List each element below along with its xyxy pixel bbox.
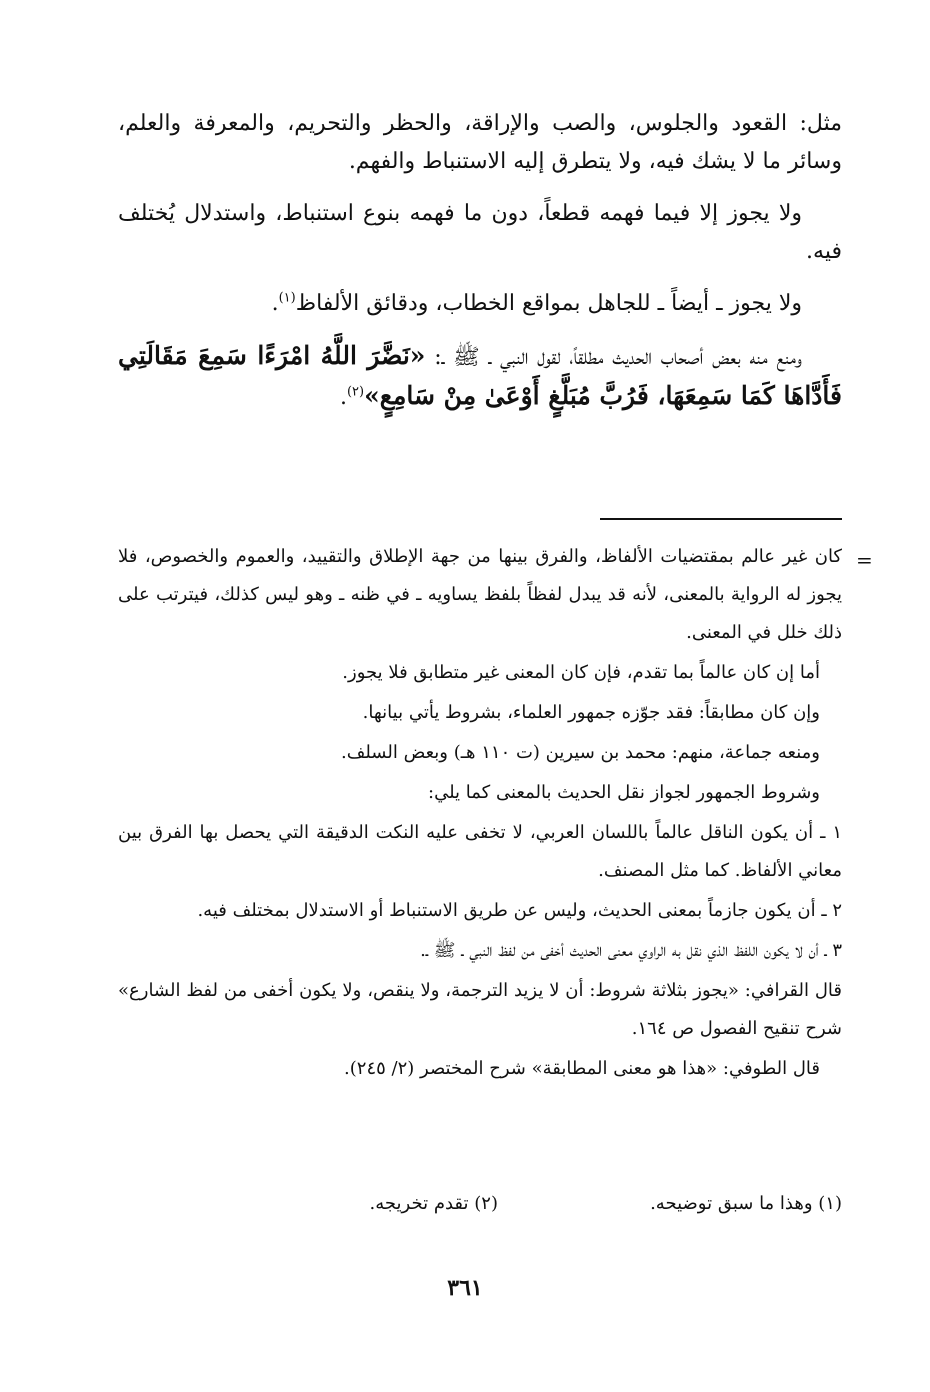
footnote-separator <box>600 518 842 520</box>
continuation-mark: = <box>856 548 873 572</box>
footnote-row <box>118 1186 842 1222</box>
note-paragraph-4: ومنعه جماعة، منهم: محمد بن سيرين (ت ١١٠ هـ) وبعض السلف. <box>340 742 820 763</box>
note-tufi-quote: قال الطوفي: «هذا هو معنى المطابقة» شرح المختصر (٢/ ٢٤٥). <box>344 1058 820 1079</box>
hadith-quote: «نَضَّرَ اللَّهُ امْرَءًا سَمِعَ مَقَالَتِي فَأَدَّاهَا كَمَا سَمِعَهَا، فَرُبَّ مُبَلَّغٍ أَوْعَىٰ مِنْ سَامِعٍ» <box>118 341 842 410</box>
footnotes-section <box>118 538 842 1090</box>
note-condition-3: ٣ ـ أن لا يكون اللفظ الذي نقل به الراوي معنى الحديث أخفى من لفظ النبي ـ ﷺ ـ. <box>420 940 842 961</box>
note-condition-1: ١ ـ أن يكون الناقل عالماً باللسان العربي، لا تخفى عليه النكت الدقيقة التي يحصل بها الفرق بين معاني الألفاظ. كما مثل المصنف. <box>118 822 842 881</box>
paragraph-1: مثل: القعود والجلوس، والصب والإراقة، والحظر والتحريم، والمعرفة والعلم، وسائر ما لا يشك فيه، ولا يتطرق إليه الاستنباط والفهم. <box>118 111 842 174</box>
footnote-ref-2: (٢) <box>346 384 365 400</box>
note-qarafi-quote: قال القرافي: «يجوز بثلاثة شروط: أن لا يزيد الترجمة، ولا ينقص، ولا يكون أخفى من لفظ الشارع» شرح تنقيح الفصول ص ١٦٤. <box>118 980 842 1039</box>
footnote-2: (٢) تقدم تخريجه. <box>369 1193 498 1214</box>
paragraph-3-text: ولا يجوز ـ أيضاً ـ للجاهل بمواقع الخطاب، ودقائق الألفاظ <box>295 291 802 316</box>
paragraph-4 <box>118 337 842 417</box>
footnote-ref-1: (١) <box>278 290 296 306</box>
paragraph-4-intro: ومنع منه بعض أصحاب الحديث مطلقاً، لقول النبي ـ ﷺ ـ: <box>425 345 802 370</box>
note-condition-2: ٢ ـ أن يكون جازماً بمعنى الحديث، وليس عن طريق الاستنباط أو الاستدلال بمختلف فيه. <box>197 900 842 921</box>
paragraph-3-end: . <box>271 291 279 316</box>
page-number: ٣٦١ <box>447 1275 483 1301</box>
note-paragraph-3: وإن كان مطابقاً: فقد جوّزه جمهور العلماء، بشروط يأتي بيانها. <box>362 702 820 723</box>
paragraph-4-end: . <box>339 385 347 410</box>
paragraph-2: ولا يجوز إلا فيما فهمه قطعاً، دون ما فهمه بنوع استنباط، واستدلال يُختلف فيه. <box>118 201 842 264</box>
main-text <box>118 105 842 431</box>
note-paragraph-1: كان غير عالم بمقتضيات الألفاظ، والفرق بينها من جهة الإطلاق والتقييد، والعموم والخصوص، فلا يجوز له الرواية بالمعنى، لأنه قد يبدل لفظاً بلفظ يساويه ـ في ظنه ـ وهو ليس كذلك، فيترتب على ذلك خلل في المعنى. <box>118 546 842 643</box>
note-paragraph-5: وشروط الجمهور لجواز نقل الحديث بالمعنى كما يلي: <box>428 782 820 803</box>
paragraph-3 <box>118 285 842 323</box>
note-paragraph-2: أما إن كان عالماً بما تقدم، فإن كان المعنى غير متطابق فلا يجوز. <box>342 662 820 683</box>
footnote-1: (١) وهذا ما سبق توضيحه. <box>650 1193 842 1214</box>
